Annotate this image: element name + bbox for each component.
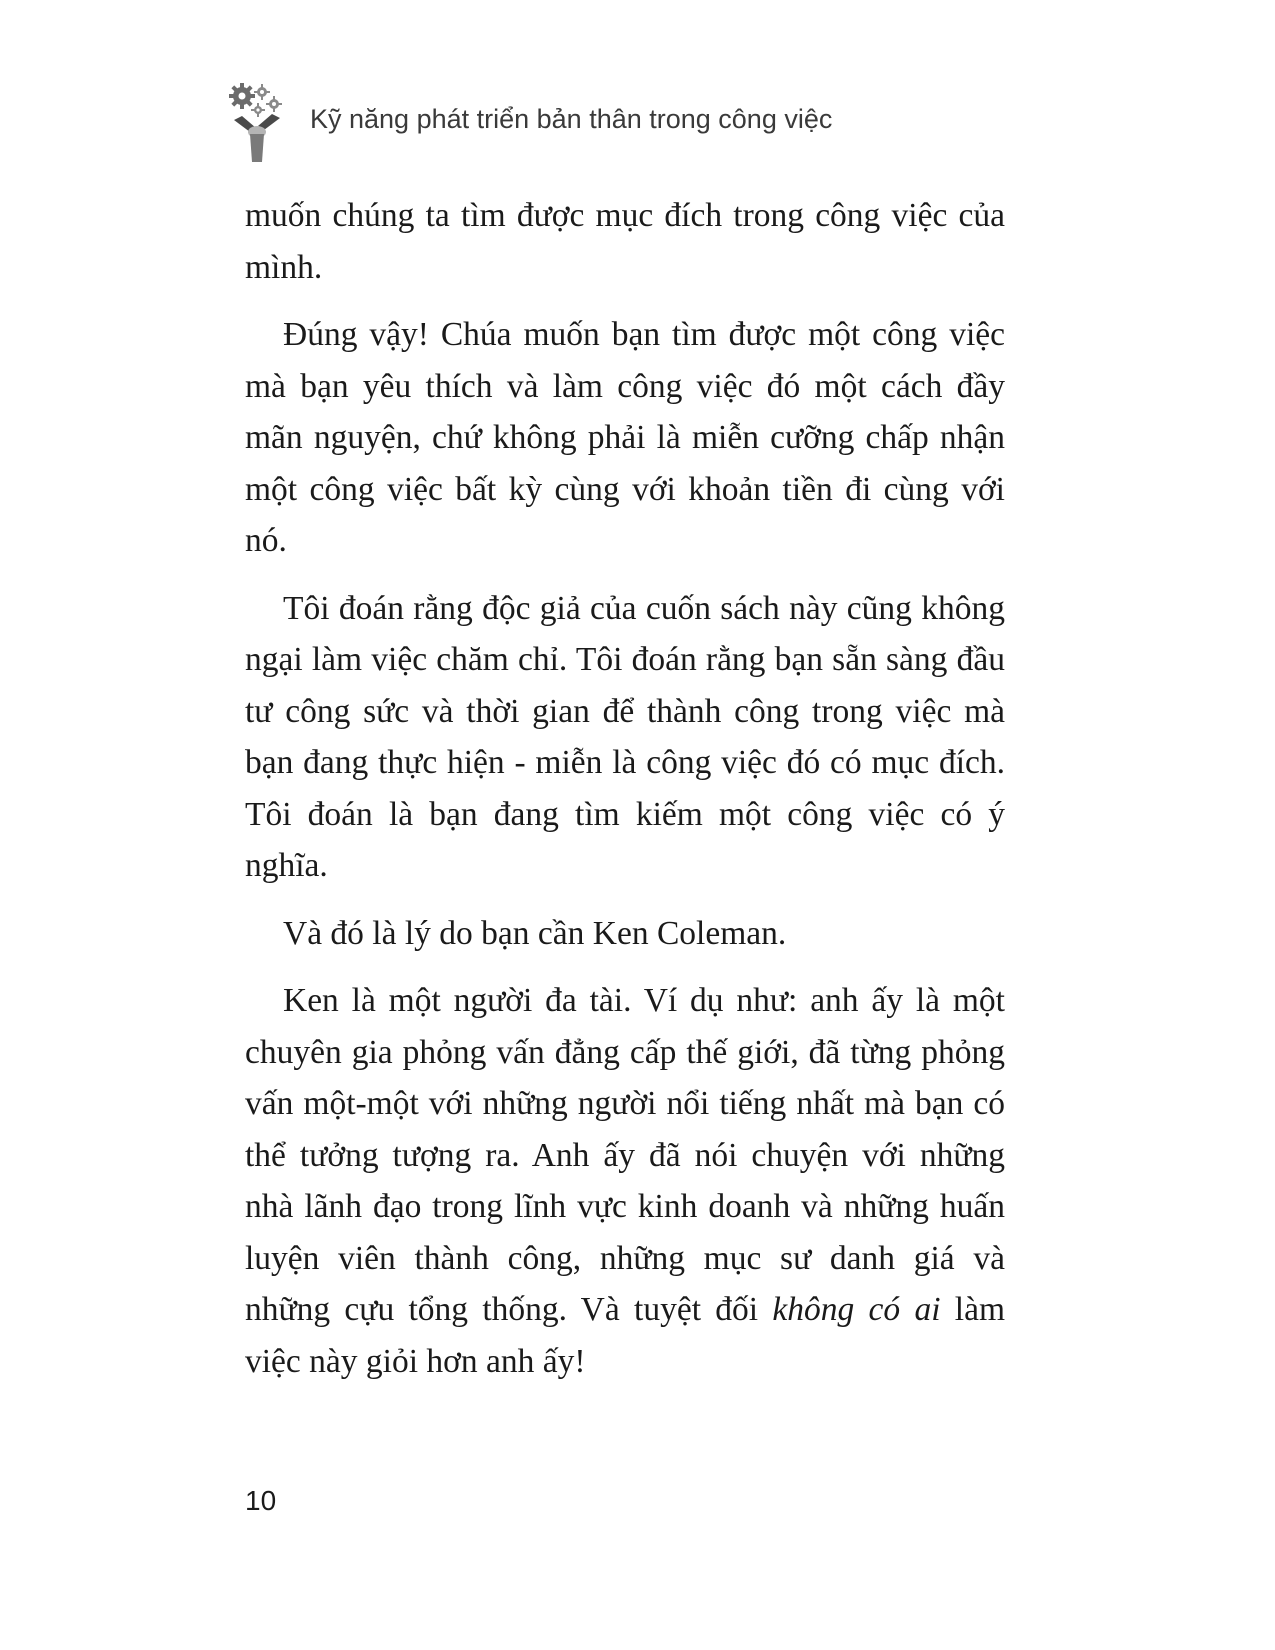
gears-hands-icon — [228, 82, 298, 172]
paragraph-4: Và đó là lý do bạn cần Ken Coleman. — [283, 914, 787, 952]
page-body — [245, 190, 1005, 1403]
paragraph-1: muốn chúng ta tìm được mục đích trong công việc của mình. — [245, 197, 1005, 286]
page-number: 10 — [245, 1485, 277, 1516]
paragraph-3: Tôi đoán rằng độc giả của cuốn sách này cũng không ngại làm việc chăm chỉ. Tôi đoán rằng bạn sẵn sàng đầu tư công sức và thời gian để thành công trong việc mà bạn đang thực hiện - miễn là công việc đó có mục đích. Tôi đoán là bạn đang tìm kiếm một công việc có ý nghĩa. — [245, 589, 1005, 884]
paragraph-5-text-start: Ken là một người đa tài. Ví dụ như: anh ấy là một chuyên gia phỏng vấn đẳng cấp thế giới, đã từng phỏng vấn một-một với những người nổi tiếng nhất mà bạn có thể tưởng tượng ra. Anh ấy đã nói chuyện với những nhà lãnh đạo trong lĩnh vực kinh doanh và những huấn luyện viên thành công, những mục sư danh giá và những cựu tổng thống. Và tuyệt đối — [245, 982, 1005, 1328]
paragraph-5-emphasis: không có ai — [772, 1291, 941, 1328]
running-header — [228, 82, 1028, 172]
paragraph-2: Đúng vậy! Chúa muốn bạn tìm được một công việc mà bạn yêu thích và làm công việc đó một cách đầy mãn nguyện, chứ không phải là miễn cưỡng chấp nhận một công việc bất kỳ cùng với khoản tiền đi cùng với nó. — [245, 316, 1005, 559]
paragraph-5-text-end: làm việc này giỏi hơn anh ấy! — [245, 1291, 1006, 1380]
header-title: Kỹ năng phát triển bản thân trong công việc — [310, 104, 833, 134]
paragraph-5 — [245, 975, 1005, 1387]
